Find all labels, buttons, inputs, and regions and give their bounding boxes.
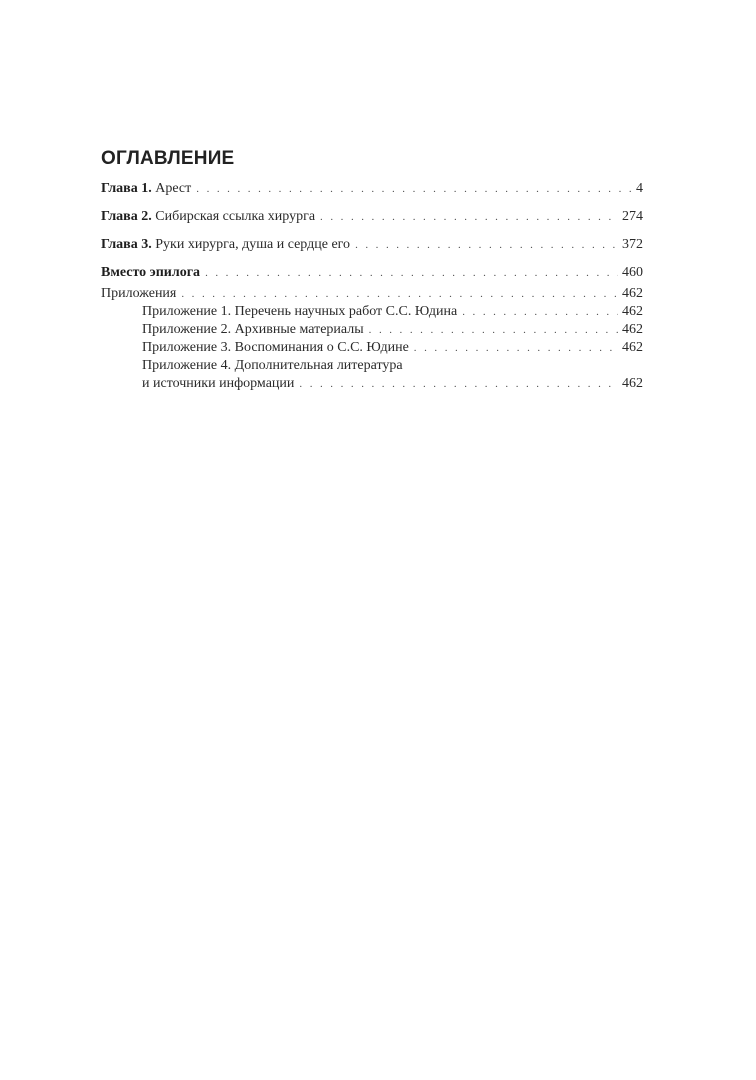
toc-title: ОГЛАВЛЕНИЕ — [101, 148, 235, 169]
dot-leader — [299, 375, 618, 393]
page-number: 462 — [622, 286, 643, 301]
page-number: 460 — [622, 265, 643, 280]
chapter-prefix: Глава 2. — [101, 209, 152, 224]
appendix-title-line-2: и источники информации — [142, 376, 295, 391]
toc-entry-appendix-1[interactable] — [101, 303, 643, 321]
toc-entry-appendix-3[interactable] — [101, 339, 643, 357]
page-number: 462 — [622, 340, 643, 355]
appendix-title: Приложение 3. Воспоминания о С.С. Юдине — [142, 340, 409, 355]
chapter-title: Сибирская ссылка хирурга — [155, 209, 316, 224]
chapter-prefix: Глава 3. — [101, 237, 152, 252]
page-number: 462 — [622, 376, 643, 391]
appendices-label: Приложения — [101, 286, 177, 301]
toc-entry-epilogue[interactable] — [101, 264, 643, 282]
dot-leader — [205, 264, 618, 282]
dot-leader — [196, 180, 632, 198]
page-number: 274 — [622, 209, 643, 224]
dot-leader — [355, 236, 618, 254]
page-number: 372 — [622, 237, 643, 252]
dot-leader — [181, 285, 618, 303]
page-number: 4 — [636, 181, 643, 196]
table-of-contents — [101, 148, 643, 393]
toc-entry-chapter-1[interactable] — [101, 180, 643, 198]
dot-leader — [369, 321, 618, 339]
chapter-title: Руки хирурга, душа и сердце его — [155, 237, 351, 252]
toc-entry-appendix-4[interactable] — [101, 357, 643, 393]
appendix-title: Приложение 1. Перечень научных работ С.С. Юдина — [142, 304, 458, 319]
appendix-title-line-1: Приложение 4. Дополнительная литература — [142, 358, 403, 373]
chapter-title: Арест — [155, 181, 192, 196]
page-number: 462 — [622, 304, 643, 319]
dot-leader — [320, 208, 618, 226]
appendix-title: Приложение 2. Архивные материалы — [142, 322, 364, 337]
dot-leader — [414, 339, 618, 357]
page-number: 462 — [622, 322, 643, 337]
toc-entry-appendices[interactable] — [101, 285, 643, 303]
toc-entry-appendix-2[interactable] — [101, 321, 643, 339]
toc-entry-chapter-2[interactable] — [101, 208, 643, 226]
toc-entry-chapter-3[interactable] — [101, 236, 643, 254]
chapter-prefix: Глава 1. — [101, 181, 152, 196]
dot-leader — [462, 303, 618, 321]
epilogue-title: Вместо эпилога — [101, 265, 201, 280]
